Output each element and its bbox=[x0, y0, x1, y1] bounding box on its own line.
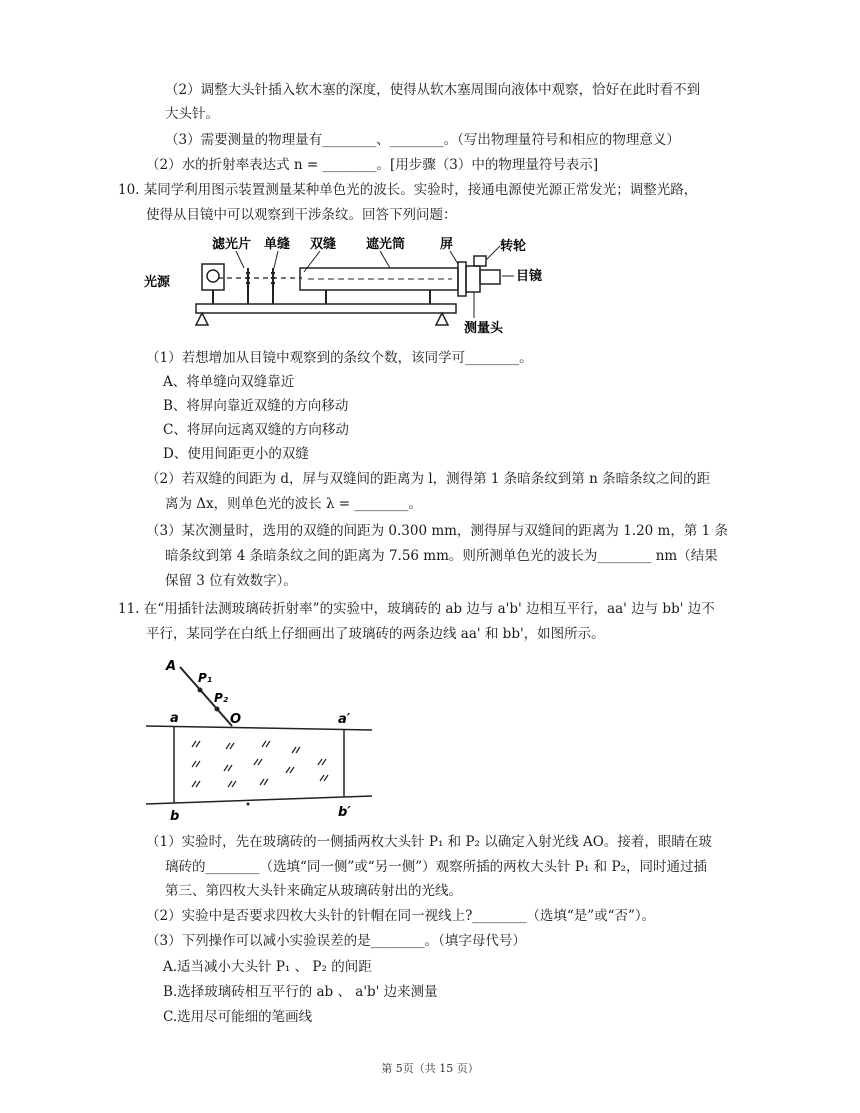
label-a: a bbox=[170, 711, 179, 726]
label-a-prime: a′ bbox=[338, 712, 351, 727]
label-wheel: 转轮 bbox=[500, 239, 527, 254]
label-O: O bbox=[230, 712, 242, 727]
label-measuring-head: 测量头 bbox=[464, 321, 504, 336]
label-eyepiece: 目镜 bbox=[516, 269, 543, 284]
option-a: A、将单缝向双缝靠近 bbox=[163, 374, 295, 390]
option-a: A.适当减小大头针 P₁ 、 P₂ 的间距 bbox=[163, 959, 372, 975]
option-b: B.选择玻璃砖相互平行的 ab 、 a'b' 边来测量 bbox=[163, 984, 438, 1000]
text-line: 大头针。 bbox=[165, 106, 219, 122]
label-single-slit: 单缝 bbox=[264, 237, 291, 252]
text-line: （3）下列操作可以减小实验误差的是________。（填字母代号） bbox=[146, 933, 526, 949]
text-line: 离为 Δx，则单色光的波长 λ = ________。 bbox=[165, 496, 422, 512]
text-line: 使得从目镜中可以观察到干涉条纹。回答下列问题： bbox=[146, 207, 457, 223]
text-line: （1）实验时，先在玻璃砖的一侧插两枚大头针 P₁ 和 P₂ 以确定入射光线 AO。接着，眼睛在玻 bbox=[146, 834, 712, 850]
option-c: C、将屏向远离双缝的方向移动 bbox=[163, 422, 349, 438]
question-11: 11. 在“用插针法测玻璃砖折射率”的实验中，玻璃砖的 ab 边与 a'b' 边相互平行，aa' 边与 bb' 边不 bbox=[118, 601, 715, 617]
double-slit-apparatus-figure bbox=[140, 228, 560, 340]
apparatus-diagram bbox=[140, 228, 560, 340]
label-b: b bbox=[170, 809, 180, 824]
text-line: （2）若双缝的间距为 d，屏与双缝间的距离为 l，测得第 1 条暗条纹到第 n 条暗条纹之间的距 bbox=[146, 471, 711, 487]
glass-brick-figure bbox=[140, 650, 380, 826]
text-line: （2）实验中是否要求四枚大头针的针帽在同一视线上?________（选填“是”或“否”）。 bbox=[146, 908, 656, 924]
text-line: 璃砖的________（选填“同一侧”或“另一侧”）观察所插的两枚大头针 P₁ 和 P₂，同时通过插 bbox=[165, 859, 707, 875]
label-double-slit: 双缝 bbox=[310, 237, 337, 252]
label-P1: P₁ bbox=[198, 671, 213, 685]
text-line: （1）若想增加从目镜中观察到的条纹个数，该同学可________。 bbox=[146, 350, 533, 366]
text-line: （2）调整大头针插入软木塞的深度，使得从软木塞周围向液体中观察，恰好在此时看不到 bbox=[165, 82, 701, 98]
option-d: D、使用间距更小的双缝 bbox=[163, 446, 309, 462]
option-c: C.选用尽可能细的笔画线 bbox=[163, 1009, 313, 1025]
label-light-source: 光源 bbox=[144, 275, 171, 290]
option-b: B、将屏向靠近双缝的方向移动 bbox=[163, 398, 349, 414]
text-line: 平行，某同学在白纸上仔细画出了玻璃砖的两条边线 aa' 和 bb'，如图所示。 bbox=[146, 626, 605, 642]
text-line: （3）需要测量的物理量有________、________。（写出物理量符号和相应的物理意义） bbox=[165, 132, 680, 148]
label-A: A bbox=[166, 659, 177, 674]
text-line: 保留 3 位有效数字）。 bbox=[165, 573, 297, 589]
label-filter: 滤光片 bbox=[212, 237, 252, 252]
page-footer: 第 5页（共 15 页） bbox=[381, 1062, 479, 1075]
glass-brick-diagram bbox=[140, 650, 380, 826]
text-line: 暗条纹到第 4 条暗条纹之间的距离为 7.56 mm。则所测单色光的波长为________ nm（结果 bbox=[165, 548, 718, 564]
text-line: （3）某次测量时，选用的双缝的间距为 0.300 mm，测得屏与双缝间的距离为 1.20 m，第 1 条 bbox=[146, 523, 729, 539]
label-tube: 遮光筒 bbox=[366, 237, 406, 252]
label-b-prime: b′ bbox=[338, 805, 351, 820]
label-screen: 屏 bbox=[440, 237, 454, 252]
question-10: 10. 某同学利用图示装置测量某种单色光的波长。实验时，接通电源使光源正常发光；调整光路， bbox=[118, 182, 698, 198]
label-P2: P₂ bbox=[214, 691, 229, 705]
text-line: （2）水的折射率表达式 n = ________。[用步骤（3）中的物理量符号表示] bbox=[146, 157, 599, 173]
text-line: 第三、第四枚大头针来确定从玻璃砖射出的光线。 bbox=[165, 883, 462, 899]
